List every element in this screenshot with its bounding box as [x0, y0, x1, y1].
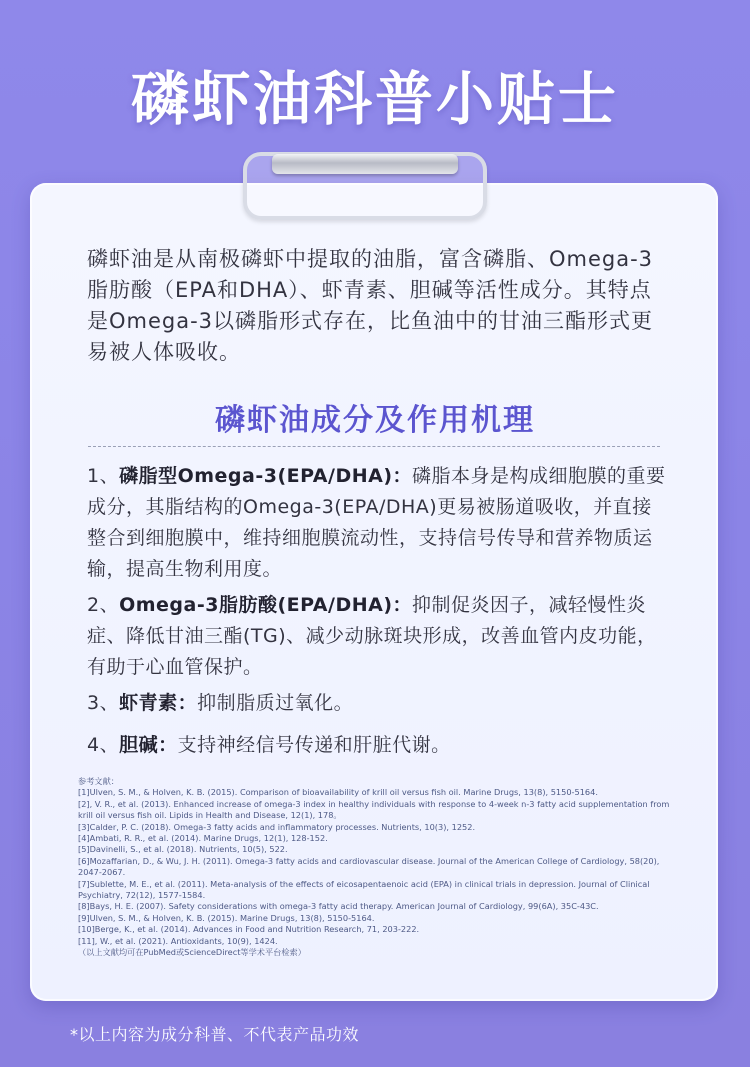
intro-paragraph: 磷虾油是从南极磷虾中提取的油脂，富含磷脂、Omega-3脂肪酸（EPA和DHA）、虾青素、胆碱等活性成分。其特点是Omega-3以磷脂形式存在，比鱼油中的甘油三酯形式更易被人体吸收。: [87, 247, 654, 364]
item-description: 抑制促炎因子，减轻慢性炎症、降低甘油三酯(TG)、减少动脉斑块形成，改善血管内皮功能，有助于心血管保护。: [87, 594, 657, 678]
item-description: 抑制脂质过氧化。: [197, 692, 354, 714]
reference-entry: [9]Ulven, S. M., & Holven, K. B. (2015). Marine Drugs, 13(8), 5150-5164.: [78, 912, 375, 923]
section-title: 磷虾油成分及作用机理: [215, 403, 535, 438]
reference-entry: [4]Ambati, R. R., et al. (2014). Marine Drugs, 12(1), 128-152.: [78, 833, 328, 844]
list-item: [87, 688, 667, 719]
item-description: 支持神经信号传递和肝脏代谢。: [177, 734, 451, 756]
disclaimer-footer: *以上内容为成分科普、不代表产品功效: [70, 1025, 360, 1044]
references-heading: 参考文献：: [78, 776, 119, 786]
reference-entry: [10]Berge, K., et al. (2014). Advances in Food and Nutrition Research, 71, 203-222.: [78, 924, 420, 935]
reference-entry: [1]Ulven, S. M., & Holven, K. B. (2015). Comparison of bioavailability of krill oil versus fish oil. Marine Drugs, 13(8), 5150-5164.: [78, 787, 598, 798]
item-name: Omega-3脂肪酸(EPA/DHA): [119, 594, 393, 616]
reference-entry: [2], V. R., et al. (2013). Enhanced increase of omega-3 index in healthy individuals with response to 4-week n-3 fatty acid supplementation from krill oil versus fish oil. Lipids in Health and Disease, 12(1), 178。: [78, 798, 670, 821]
item-separator: ：: [392, 594, 413, 616]
reference-entry: [3]Calder, P. C. (2018). Omega-3 fatty acids and inflammatory processes. Nutrients, 10(3), 1252.: [78, 821, 476, 832]
list-item: [87, 730, 667, 761]
item-separator: ：: [158, 734, 178, 756]
reference-entry: [7]Sublette, M. E., et al. (2011). Meta-analysis of the effects of eicosapentaenoic acid (EPA) in clinical trials in depression. Journal of Clinical Psychiatry, 72(12), 1577-1584.: [78, 878, 650, 901]
page-title: 磷虾油科普小贴士: [130, 65, 619, 133]
item-number: 2、: [87, 594, 120, 616]
clipboard-clip-bar: [272, 154, 458, 174]
reference-entry: [6]Mozaffarian, D., & Wu, J. H. (2011). Omega-3 fatty acids and cardiovascular disease. Journal of the American College of Cardiology, 58(20), 2047-2067.: [78, 855, 660, 878]
references-note: （以上文献均可在PubMed或ScienceDirect等学术平台检索）: [78, 947, 306, 958]
item-name: 胆碱: [119, 734, 159, 756]
item-number: 3、: [87, 692, 120, 714]
list-item: [87, 590, 667, 683]
reference-entry: [8]Bays, H. E. (2007). Safety considerations with omega-3 fatty acid therapy. American Journal of Cardiology, 99(6A), 35C-43C.: [78, 901, 599, 912]
list-item: [87, 461, 667, 585]
item-number: 4、: [87, 734, 120, 756]
reference-entry: [11], W., et al. (2021). Antioxidants, 10(9), 1424.: [78, 935, 278, 946]
item-separator: ：: [177, 692, 198, 714]
item-name: 磷脂型Omega-3(EPA/DHA): [119, 465, 393, 487]
item-number: 1、: [87, 465, 120, 487]
reference-entry: [5]Davinelli, S., et al. (2018). Nutrients, 10(5), 522.: [78, 844, 288, 855]
item-separator: ：: [392, 465, 413, 487]
references: [78, 776, 678, 959]
dashed-divider: [88, 446, 660, 447]
item-name: 虾青素: [119, 692, 178, 714]
item-description: 磷脂本身是构成细胞膜的重要成分，其脂结构的Omega-3(EPA/DHA)更易被肠道吸收，并直接整合到细胞膜中，维持细胞膜流动性，支持信号传导和营养物质运输，提高生物利用度。: [87, 465, 666, 580]
